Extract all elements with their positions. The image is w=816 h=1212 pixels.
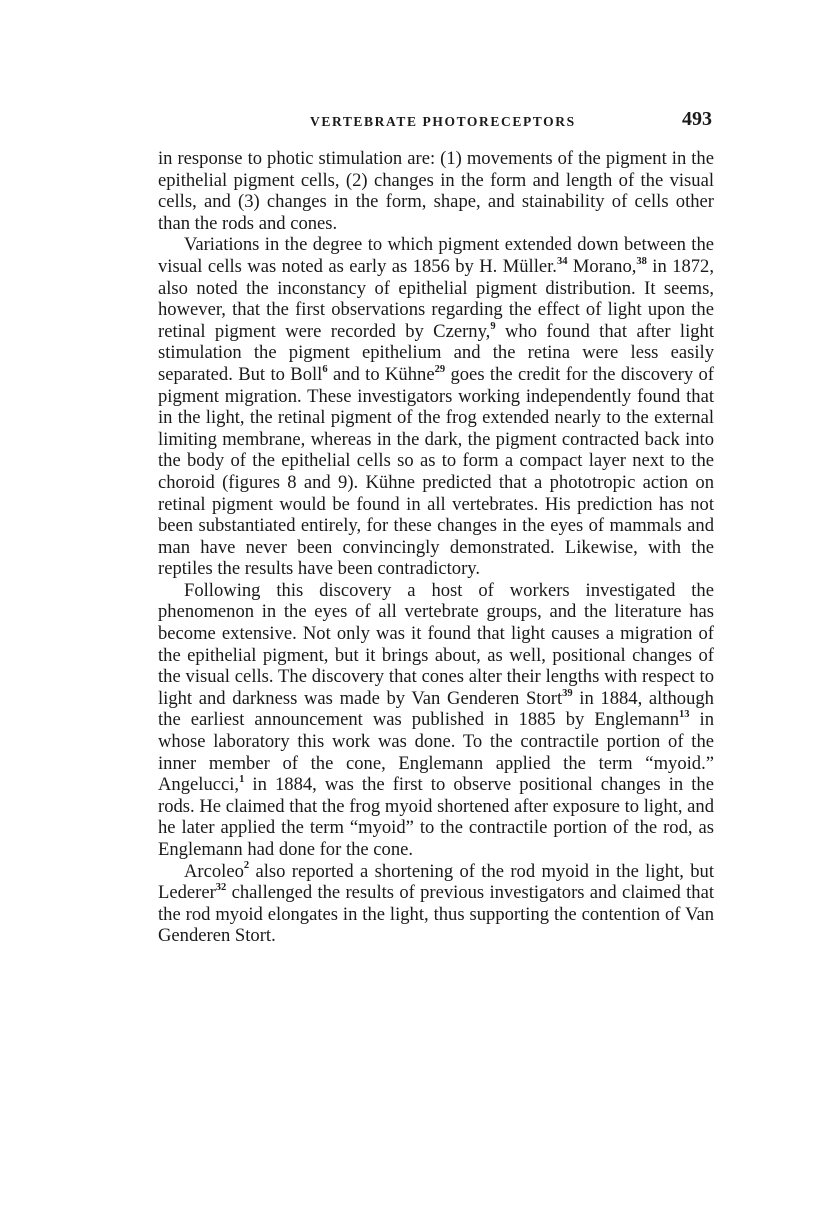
text-run: in 1872, also noted the inconstancy of epithelial pigment distribution. It seems, however, that the first observations regarding the effect of light upon the retinal pigment were recorded by Czerny,: [158, 255, 714, 342]
citation-superscript: 6: [322, 363, 328, 375]
text-run: in 1884, although the earliest announcement was published in 1885 by Englemann: [158, 687, 714, 731]
text-run: goes the credit for the discovery of pigment migration. These investigators working independently found that in the light, the retinal pigment of the frog extended nearly to the external limiting membrane, whereas in the dark, the pigment contracted back into the body of the epithelial cells so as to form a compact layer next to the choroid (figures 8 and 9). Kühne predicted that a phototropic action on retinal pigment would be found in all vertebrates. His prediction has not been substantiated entirely, for these changes in the eyes of mammals and man have never been convincingly demonstrated. Likewise, with the reptiles the results have been contradictory.: [158, 363, 715, 580]
text-run: in 1884, was the first to observe positional changes in the rods. He claimed that the frog myoid shortened after exposure to light, and he later applied the term “myoid” to the contractile portion of the rod, as Englemann had done for the cone.: [158, 774, 714, 860]
text-run: and to Kühne: [327, 363, 435, 385]
citation-superscript: 29: [434, 363, 446, 375]
text-run: in response to photic stimulation are: (1) movements of the pigment in the epithelial pigment cells, (2) changes in the form and length of the visual cells, and (3) changes in the form, shape, and stainability of cells other than the rods and cones.: [158, 148, 714, 234]
citation-superscript: 32: [215, 882, 227, 893]
citation-superscript: 13: [679, 709, 690, 721]
citation-superscript: 9: [490, 320, 496, 332]
running-header: [158, 108, 714, 142]
citation-superscript: 34: [556, 255, 568, 267]
paragraph: [158, 580, 714, 861]
paragraph: [158, 861, 714, 947]
citation-superscript: 1: [239, 774, 245, 786]
text-run: Morano,: [567, 255, 637, 277]
text-run: in whose laboratory this work was done. To the contractile portion of the inner member of the cone, Englemann applied the term “myoid.” Angelucci,: [158, 709, 714, 796]
text-run: who found that after light stimulation the pigment epithelium and the retina were less easily separated. But to Boll: [158, 320, 715, 385]
citation-superscript: 39: [562, 687, 573, 699]
body-text: [158, 148, 714, 947]
text-run: also reported a shortening of the rod myoid in the light, but Lederer: [158, 860, 714, 904]
text-run: Following this discovery a host of workers investigated the phenomenon in the eyes of all vertebrate groups, and the literature has become extensive. Not only was it found that light causes a migration of the epithelial pigment, but it brings about, as well, positional changes of the visual cells. The discovery that cones alter their lengths with respect to light and darkness was made by Van Genderen Stort: [158, 579, 714, 709]
citation-superscript: 38: [636, 255, 647, 267]
paragraph: [158, 234, 714, 580]
text-run: Arcoleo: [184, 860, 244, 882]
text-run: Variations in the degree to which pigment extended down between the visual cells was noted as early as 1856 by H. Müller.: [158, 234, 714, 277]
page-number: 493: [682, 108, 712, 130]
text-run: challenged the results of previous investigators and claimed that the rod myoid elongates in the light, thus supporting the contention of Van Genderen Stort.: [158, 882, 714, 947]
citation-superscript: 2: [243, 860, 250, 872]
paragraph: [158, 148, 714, 234]
running-title: VERTEBRATE PHOTORECEPTORS: [310, 114, 576, 129]
book-page: [158, 108, 714, 947]
